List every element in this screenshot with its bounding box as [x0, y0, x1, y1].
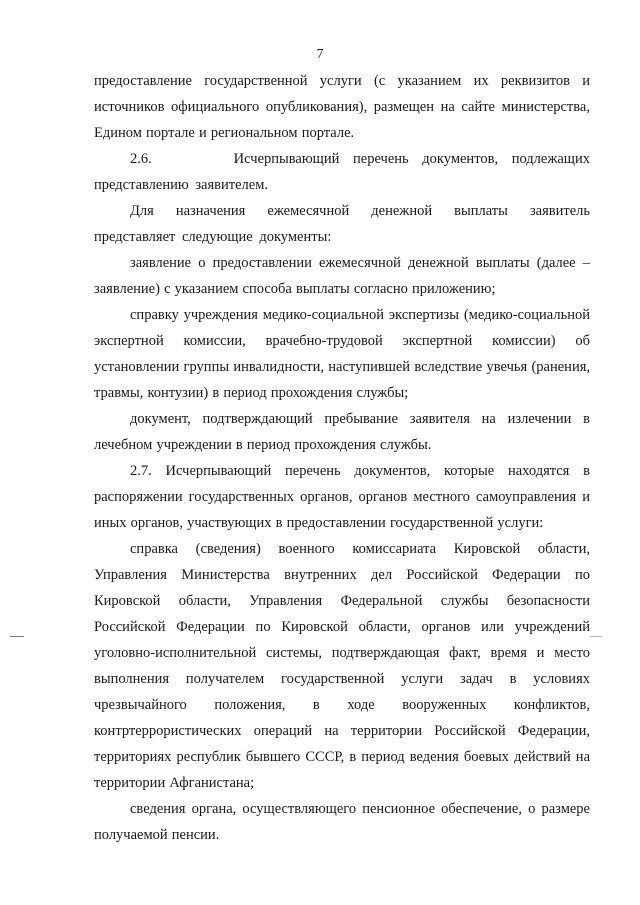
paragraph-section-2-7: 2.7. Исчерпывающий перечень документов, которые находятся в распоряжении государственных органов, органов местного самоуправления и иных органов, участвующих в предоставлении государственной услуги:: [94, 463, 590, 531]
scan-mark-right: [590, 636, 602, 637]
paragraph-application: заявление о предоставлении ежемесячной денежной выплаты (далее – заявление) с указанием способа выплаты согласно приложению;: [94, 255, 590, 297]
paragraph-pension-info: сведения органа, осуществляющего пенсионное обеспечение, о размере получаемой пенсии.: [94, 801, 590, 843]
page-number: 7: [316, 46, 324, 61]
document-body: [94, 68, 590, 848]
paragraph-section-2-6: 2.6. Исчерпывающий перечень документов, подлежащих представлению заявителем.: [94, 151, 590, 193]
scan-mark-left: [10, 636, 24, 637]
paragraph-treatment-document: документ, подтверждающий пребывание заявителя на излечении в лечебном учреждении в период прохождения службы.: [94, 411, 590, 453]
paragraph-continuation: предоставление государственной услуги (с указанием их реквизитов и источников официального опубликования), размещен на сайте министерства, Едином портале и региональном портале.: [94, 73, 590, 141]
paragraph-documents-intro: Для назначения ежемесячной денежной выплаты заявитель представляет следующие документы:: [94, 203, 590, 245]
paragraph-military-certificate: справка (сведения) военного комиссариата Кировской области, Управления Министерства внутренних дел Российской Федерации по Кировской области, Управления Федеральной службы безопасности Российской Федерации по Кировской области, органов или учреждений уголовно-исполнительной системы, подтверждающая факт, время и место выполнения получателем государственной услуги задач в условиях чрезвычайного положения, в ходе вооруженных конфликтов, контртеррористических операций на территории Российской Федерации, территориях республик бывшего СССР, в период ведения боевых действий на территории Афганистана;: [94, 541, 590, 791]
paragraph-medical-certificate: справку учреждения медико-социальной экспертизы (медико-социальной экспертной комиссии, врачебно-трудовой экспертной комиссии) об установлении группы инвалидности, наступившей вследствие увечья (ранения, травмы, контузии) в период прохождения службы;: [94, 307, 590, 401]
